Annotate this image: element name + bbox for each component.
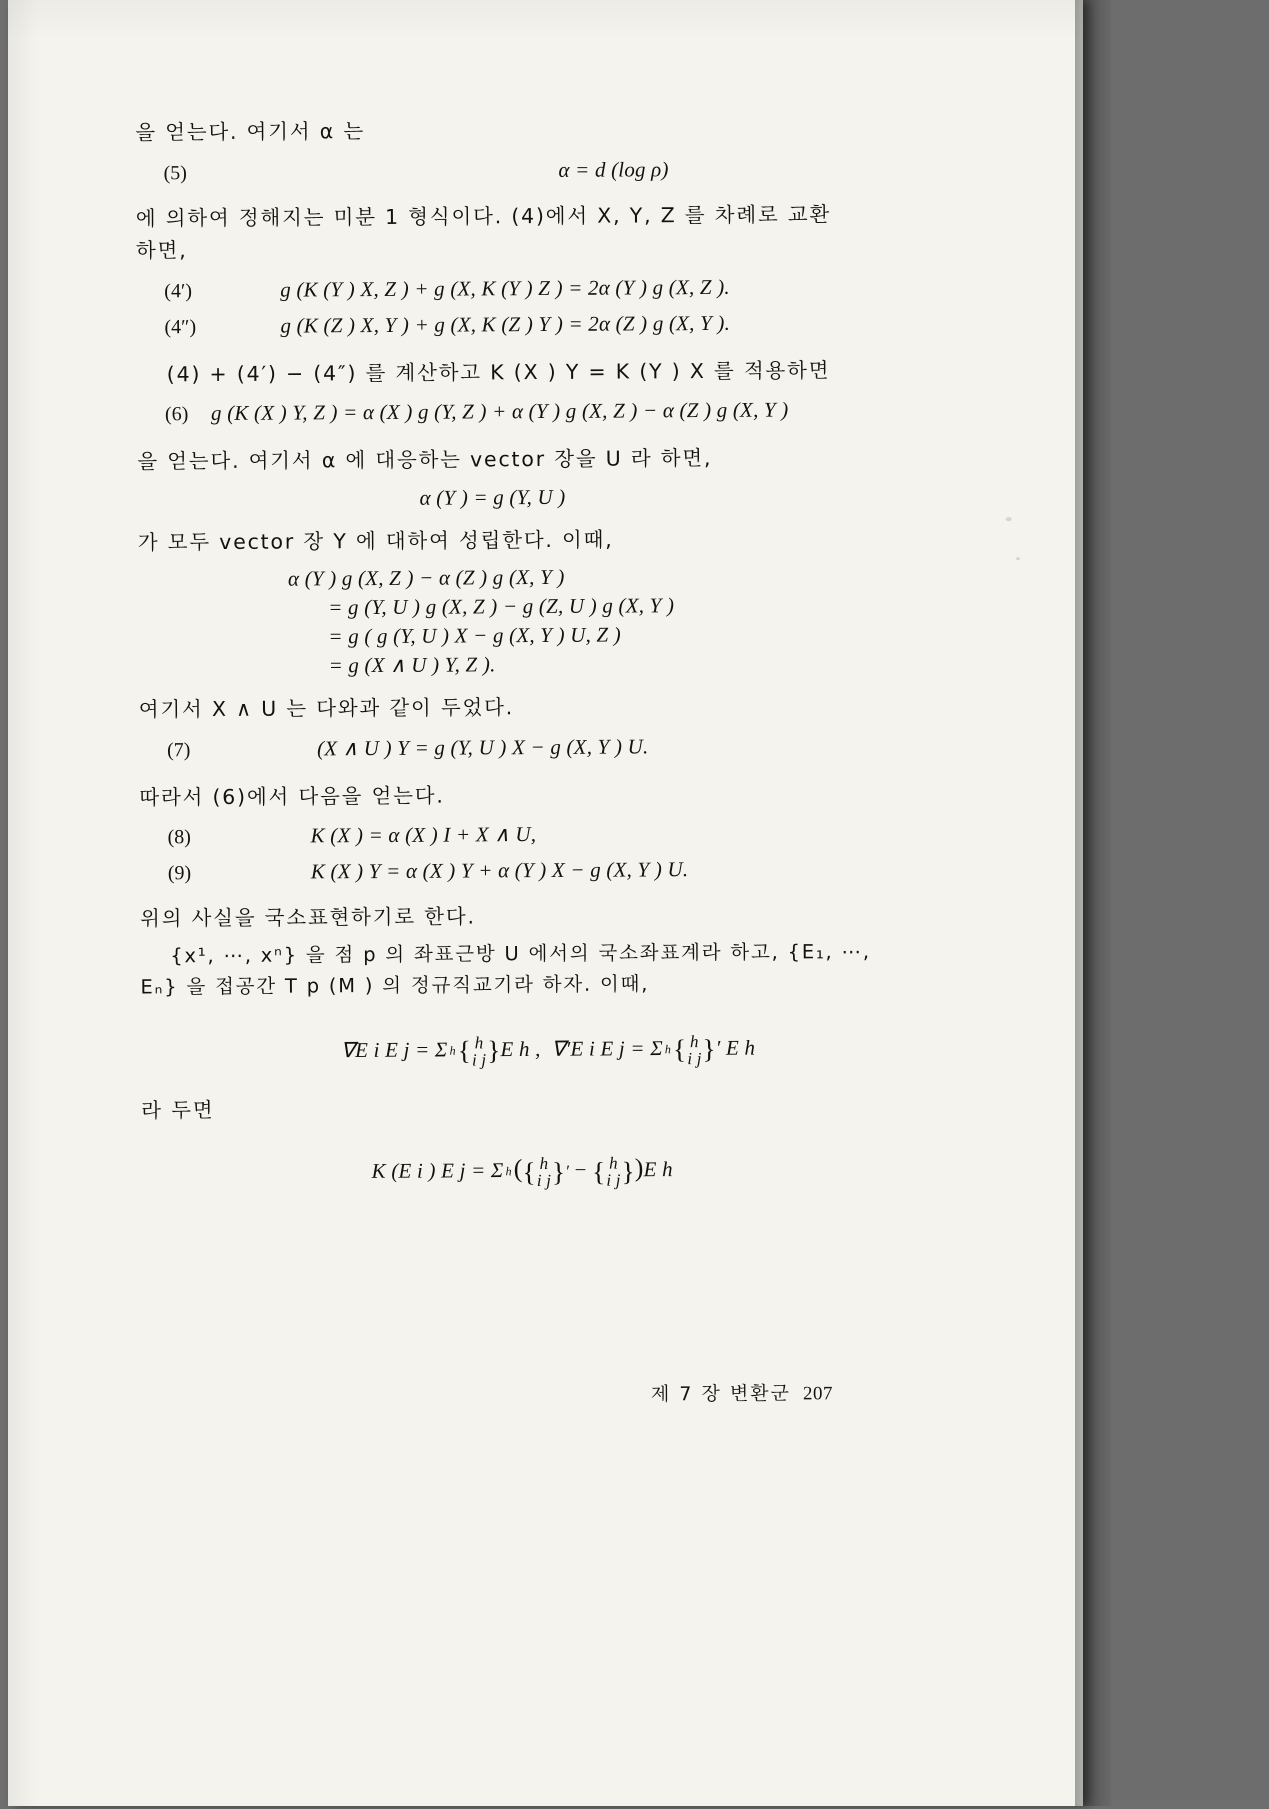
equation-number: (4″) (164, 315, 197, 338)
paragraph-line: Eₙ} 을 접공간 T p (M ) 의 정규직교기라 하자. 이때, (140, 972, 650, 999)
equation-5 (135, 155, 965, 185)
page-footer (651, 1378, 833, 1406)
equation-number: (9) (167, 862, 192, 885)
scan-speck (1016, 557, 1020, 560)
paragraph-line: 위의 사실을 국소표현하기로 한다. (140, 904, 476, 931)
christoffel-symbol: { h i j } (592, 1153, 635, 1190)
equation-number: (4′) (164, 279, 193, 302)
nabla-right-tail: ′ E h (715, 1035, 756, 1060)
derivation-line-2: = g (Y, U ) g (X, Z ) − g (Z, U ) g (X, Y ) (328, 593, 675, 620)
page-content (2, 0, 1088, 1809)
equation-number: (7) (166, 738, 191, 761)
equation-body: g (K (Y ) X, Z ) + g (X, K (Y ) Z ) = 2α (Y ) g (X, Z ). (280, 274, 730, 302)
sigma-subscript: h (664, 1042, 672, 1057)
paragraph-line: 라 두면 (141, 1097, 215, 1122)
paragraph-line: {x¹, ⋯, xⁿ} 을 점 p 의 좌표근방 U 에서의 국소좌표계라 하고, {E₁, ⋯, (170, 939, 871, 967)
paragraph-line: 하면, (135, 238, 188, 263)
paragraph-line: 을 얻는다. 여기서 α 에 대응하는 vector 장을 U 라 하면, (137, 445, 713, 474)
derivation-line-3: = g ( g (Y, U ) X − g (X, Y ) U, Z ) (328, 622, 622, 649)
equation-number: (8) (167, 826, 191, 849)
footer-chapter: 제 7 장 변환군 (650, 1382, 792, 1406)
page-sheet (8, 0, 1083, 1806)
equation-4doubleprime (136, 309, 966, 339)
equation-connection-coefficients (141, 1031, 971, 1070)
equation-8 (140, 819, 970, 849)
derivation-line-1: α (Y ) g (X, Z ) − α (Z ) g (X, Y ) (287, 564, 565, 591)
equation-body: K (X ) = α (X ) I + X ∧ U, (310, 822, 537, 848)
equation-4prime (136, 273, 966, 303)
equation-number: (5) (163, 161, 187, 184)
equation-7 (139, 732, 969, 762)
equation-curvature-local: K (E i ) E j = Σ h ( { h i j } ′ − { h i j } )E h (371, 1153, 673, 1191)
equation-body: α = d (log ρ) (558, 156, 669, 182)
nabla-left-tail: E h , (500, 1036, 541, 1061)
page-number: 207 (802, 1383, 834, 1405)
final-tail: E h (643, 1157, 673, 1182)
page-edge-shadow (1075, 0, 1111, 1806)
paragraph-line: 여기서 X ∧ U 는 다와과 같이 두었다. (138, 695, 515, 722)
nabla-right-head: ∇′E i E j = Σ (551, 1035, 663, 1061)
nabla-left-head: ∇E i E j = Σ (340, 1036, 448, 1062)
equation-alpha-def: α (Y ) = g (Y, U ) (419, 484, 566, 510)
equation-body: g (K (X ) Y, Z ) = α (X ) g (Y, Z ) + α (Y ) g (X, Z ) − α (Z ) g (X, Y ) (210, 397, 789, 426)
equation-6 (137, 396, 967, 426)
paragraph-line: 따라서 (6)에서 다음을 얻는다. (139, 783, 445, 809)
paragraph-line: 가 모두 vector 장 Y 에 대하여 성립한다. 이때, (137, 527, 614, 554)
paragraph-line: (4) + (4′) − (4″) 를 계산하고 K (X ) Y = K (Y ) X 를 적용하면 (166, 357, 831, 386)
equation-body: g (K (Z ) X, Y ) + g (X, K (Z ) Y ) = 2α (Z ) g (X, Y ). (280, 310, 731, 338)
sigma-subscript: h (505, 1164, 512, 1179)
paragraph-line: 에 의하여 정해지는 미분 1 형식이다. (4)에서 X, Y, Z 를 차례로 교환 (135, 201, 832, 230)
christoffel-symbol-primed: { h i j } (522, 1153, 566, 1191)
equation-9 (140, 855, 970, 885)
paragraph-line: 을 얻는다. 여기서 α 는 (135, 119, 366, 145)
equation-body: (X ∧ U ) Y = g (Y, U ) X − g (X, Y ) U. (316, 733, 649, 760)
scan-gutter (1111, 0, 1269, 1806)
derivation-line-4: = g (X ∧ U ) Y, Z ). (328, 652, 496, 678)
sigma-subscript: h (449, 1043, 456, 1058)
final-head: K (E i ) E j = Σ (371, 1158, 504, 1183)
equation-body: K (X ) Y = α (X ) Y + α (Y ) X − g (X, Y ) U. (310, 857, 689, 884)
scan-speck (1006, 517, 1012, 521)
christoffel-symbol-primed: { h i j } (672, 1031, 716, 1068)
equation-number: (6) (164, 403, 189, 426)
christoffel-symbol: { h i j } (457, 1032, 501, 1069)
